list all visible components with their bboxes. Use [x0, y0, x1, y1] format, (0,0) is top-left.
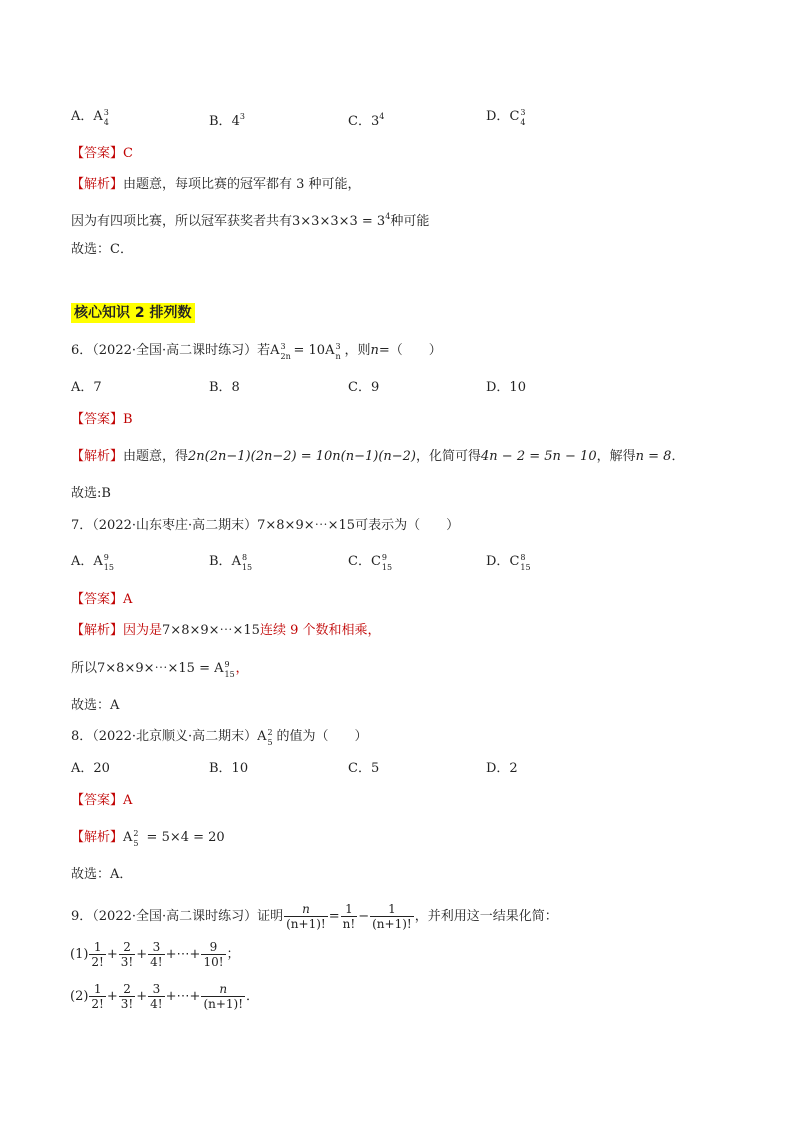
analysis-text: ，化简可得	[416, 449, 482, 464]
superscript: 4	[385, 212, 391, 221]
answer-tag: 【答案】	[71, 793, 124, 808]
numerator: 1	[341, 902, 358, 917]
numerator: 3	[148, 982, 164, 997]
ellipsis-plus: +⋯+	[165, 989, 201, 1004]
q8-option-b: B．10	[209, 761, 249, 776]
q8-option-c: C．5	[348, 761, 380, 776]
choose-text: 故选：C．	[71, 242, 133, 257]
scripts	[280, 342, 294, 361]
denominator: (n+1)!	[203, 997, 244, 1011]
q7-choose	[71, 697, 119, 715]
numerator: 9	[201, 940, 225, 955]
superscript: 3	[239, 112, 245, 121]
numerator: 3	[148, 940, 164, 955]
superscript: 9	[224, 660, 230, 669]
fraction	[89, 940, 105, 969]
q5-answer	[71, 145, 133, 163]
choose-text: 故选：A	[71, 698, 120, 713]
question-stem: ，则	[344, 343, 371, 358]
q5-option-c	[348, 108, 384, 131]
numerator: n	[284, 902, 328, 917]
analysis-text: ，解得	[596, 449, 636, 464]
q9-part1: (1) $\frac{1}{2!}$ + $\frac{2}{3!}$ + $\frac{3}{4!}$ +⋯+ $\frac{9}{10!}$ ；	[70, 940, 240, 969]
punctuation: ；	[226, 947, 240, 962]
section-heading: 核心知识 2 排列数	[71, 303, 195, 323]
q5-choose	[71, 241, 133, 259]
analysis-text: ，	[235, 661, 249, 676]
option-label: D．	[486, 109, 510, 124]
answer-value: A	[123, 793, 133, 808]
answer-tag: 【答案】	[71, 146, 124, 161]
q8-stem	[71, 728, 368, 746]
answer-value: C	[123, 146, 133, 161]
math-expression: 7×8×9×⋯×15	[162, 623, 260, 638]
numerator: n	[201, 982, 245, 997]
subscript: 15	[381, 563, 393, 572]
q6-option-c: C．9	[348, 380, 380, 395]
option-label: C．	[348, 554, 371, 569]
q8-analysis	[71, 829, 225, 847]
q6-option-d: D．10	[486, 380, 526, 395]
q5-analysis-line1	[71, 176, 361, 194]
math-expression: 3×3×3×3 = 3	[292, 214, 386, 229]
math-expression: 7×8×9×⋯×15 =	[97, 661, 215, 676]
perm-symbol: A	[214, 661, 224, 676]
fraction	[341, 902, 358, 931]
analysis-tag: 【解析】	[71, 830, 124, 845]
numerator: 1	[89, 940, 105, 955]
subscript: 4	[520, 118, 526, 127]
q6-option-a: A．7	[71, 380, 102, 395]
subscript: 15	[224, 670, 235, 679]
scripts	[267, 728, 277, 747]
perm-symbol: A	[123, 830, 133, 845]
subscript: 5	[267, 738, 273, 747]
q7-option-d	[486, 553, 531, 571]
power-base: 3	[370, 114, 380, 129]
q7-option-c	[348, 553, 393, 571]
math-expression: 2n(2n−1)(2n−2) = 10n(n−1)(n−2)	[188, 449, 417, 464]
q6-option-b: B．8	[209, 380, 240, 395]
fraction	[148, 940, 164, 969]
analysis-tag: 【解析】	[71, 449, 124, 464]
analysis-text: 所以	[71, 661, 98, 676]
answer-value: B	[123, 412, 133, 427]
fraction	[370, 902, 414, 931]
part-label: (2)	[70, 989, 89, 1004]
denominator: 3!	[120, 955, 134, 969]
math-expression: = 5×4 = 20	[142, 830, 225, 845]
superscript: 2	[133, 829, 139, 838]
option-label: D．	[486, 554, 510, 569]
analysis-text: 由题意，每项比赛的冠军都有 3 种可能，	[123, 177, 361, 192]
punctuation: ．	[246, 989, 260, 1004]
scripts	[381, 553, 393, 572]
superscript: 3	[335, 342, 341, 351]
denominator: (n+1)!	[372, 917, 412, 931]
q9-stem	[71, 902, 558, 932]
q5-option-d	[486, 108, 529, 126]
q8-answer	[71, 792, 132, 810]
numerator: 1	[89, 982, 105, 997]
answer-tag: 【答案】	[71, 592, 124, 607]
scripts	[103, 553, 115, 572]
option-label: A．	[71, 109, 94, 124]
part-label: (1)	[70, 947, 89, 962]
subscript: 2n	[280, 352, 291, 361]
fraction	[201, 982, 245, 1011]
denominator: 4!	[150, 997, 163, 1011]
scripts	[519, 108, 529, 127]
perm-symbol: A	[231, 554, 241, 569]
subscript: 4	[103, 118, 109, 127]
analysis-text: 因为是	[123, 623, 163, 638]
fraction	[148, 982, 164, 1011]
denominator: 3!	[120, 997, 134, 1011]
fraction	[201, 940, 225, 969]
question-stem: 8．（2022·北京顺义·高二期末）	[71, 729, 258, 744]
math-expression: n = 8	[635, 449, 672, 464]
numerator: 1	[370, 902, 414, 917]
q6-analysis	[71, 448, 684, 466]
fraction	[284, 902, 328, 931]
superscript: 3	[520, 108, 526, 117]
question-stem: 可表示为（ ）	[355, 518, 460, 533]
question-stem: 7．（2022·山东枣庄·高二期末）	[71, 518, 258, 533]
fraction	[119, 982, 135, 1011]
q8-option-a: A．20	[71, 761, 110, 776]
variable: n	[370, 343, 379, 358]
superscript: 2	[267, 728, 273, 737]
subscript: 5	[133, 839, 139, 848]
perm-symbol: A	[93, 109, 103, 124]
option-label: B．	[209, 554, 232, 569]
q7-answer	[71, 591, 132, 609]
fraction	[89, 982, 105, 1011]
q7-stem	[71, 517, 459, 535]
perm-symbol: A	[93, 554, 103, 569]
scripts	[224, 660, 236, 679]
subscript: 15	[520, 563, 531, 572]
question-stem: ，并利用这一结果化简：	[414, 909, 558, 924]
numerator: 2	[119, 982, 135, 997]
equals-sign: =	[328, 909, 340, 924]
math-expression: = 10	[293, 343, 326, 358]
analysis-text: 种可能	[390, 214, 430, 229]
denominator: n!	[342, 917, 356, 931]
superscript: 8	[241, 553, 248, 562]
math-expression: 7×8×9×⋯×15	[257, 518, 356, 533]
denominator: 10!	[203, 955, 224, 969]
scripts	[241, 553, 253, 572]
question-stem: 9．（2022·全国·高二课时练习）证明	[71, 909, 284, 924]
q8-option-d: D．2	[486, 761, 518, 776]
analysis-text: 连续 9 个数和相乘，	[259, 623, 381, 638]
question-stem: 的值为（ ）	[276, 729, 368, 744]
q5-option-b	[209, 108, 245, 131]
analysis-tag: 【解析】	[71, 177, 124, 192]
q7-option-b	[209, 553, 253, 571]
denominator: 4!	[150, 955, 163, 969]
superscript: 9	[103, 553, 109, 562]
subscript: 15	[241, 563, 253, 572]
option-label: A．	[71, 554, 94, 569]
denominator: 2!	[91, 955, 104, 969]
scripts	[334, 342, 344, 361]
subscript: 15	[103, 563, 114, 572]
question-stem: =（ ）	[378, 343, 442, 358]
comb-symbol: C	[370, 554, 381, 569]
q8-choose: 故选：A．	[71, 867, 133, 882]
denominator: (n+1)!	[286, 917, 326, 931]
superscript: 4	[379, 112, 385, 121]
question-stem: 6．（2022·全国·高二课时练习）若	[71, 343, 271, 358]
superscript: 8	[520, 553, 526, 562]
q6-stem	[71, 342, 442, 360]
scripts	[132, 829, 142, 848]
perm-symbol: A	[257, 729, 267, 744]
ellipsis-plus: +⋯+	[165, 947, 201, 962]
comb-symbol: C	[509, 109, 520, 124]
power-base: 4	[231, 114, 240, 129]
scripts	[519, 553, 531, 572]
q9-part2: (2) $\frac{1}{2!}$ + $\frac{2}{3!}$ + $\frac{3}{4!}$ +⋯+ $\frac{n}{(n+1)!}$ ．	[70, 982, 260, 1011]
analysis-tag: 【解析】	[71, 623, 124, 638]
superscript: 3	[103, 108, 109, 117]
fraction	[119, 940, 135, 969]
superscript: 9	[381, 553, 387, 562]
q5-analysis-line2	[71, 208, 429, 231]
scripts	[103, 108, 113, 127]
answer-value: A	[123, 592, 133, 607]
option-label: B．	[209, 114, 232, 129]
superscript: 3	[280, 342, 286, 351]
comb-symbol: C	[509, 554, 520, 569]
q5-option-a	[71, 108, 113, 126]
numerator: 2	[119, 940, 135, 955]
analysis-text: ．	[671, 449, 685, 464]
option-label: C．	[348, 114, 371, 129]
math-expression: 4n − 2 = 5n − 10	[481, 449, 597, 464]
q7-analysis-line1	[71, 622, 381, 640]
q7-analysis-line2	[71, 660, 249, 678]
subscript: n	[335, 352, 341, 361]
q7-option-a	[71, 553, 115, 571]
perm-symbol: A	[270, 343, 280, 358]
analysis-text: 因为有四项比赛，所以冠军获奖者共有	[71, 214, 293, 229]
analysis-text: 由题意，得	[123, 449, 189, 464]
q6-answer	[71, 411, 133, 429]
q6-choose: 故选:B	[71, 486, 111, 501]
perm-symbol: A	[325, 343, 335, 358]
minus-sign: −	[358, 909, 370, 924]
denominator: 2!	[91, 997, 104, 1011]
answer-tag: 【答案】	[71, 412, 124, 427]
